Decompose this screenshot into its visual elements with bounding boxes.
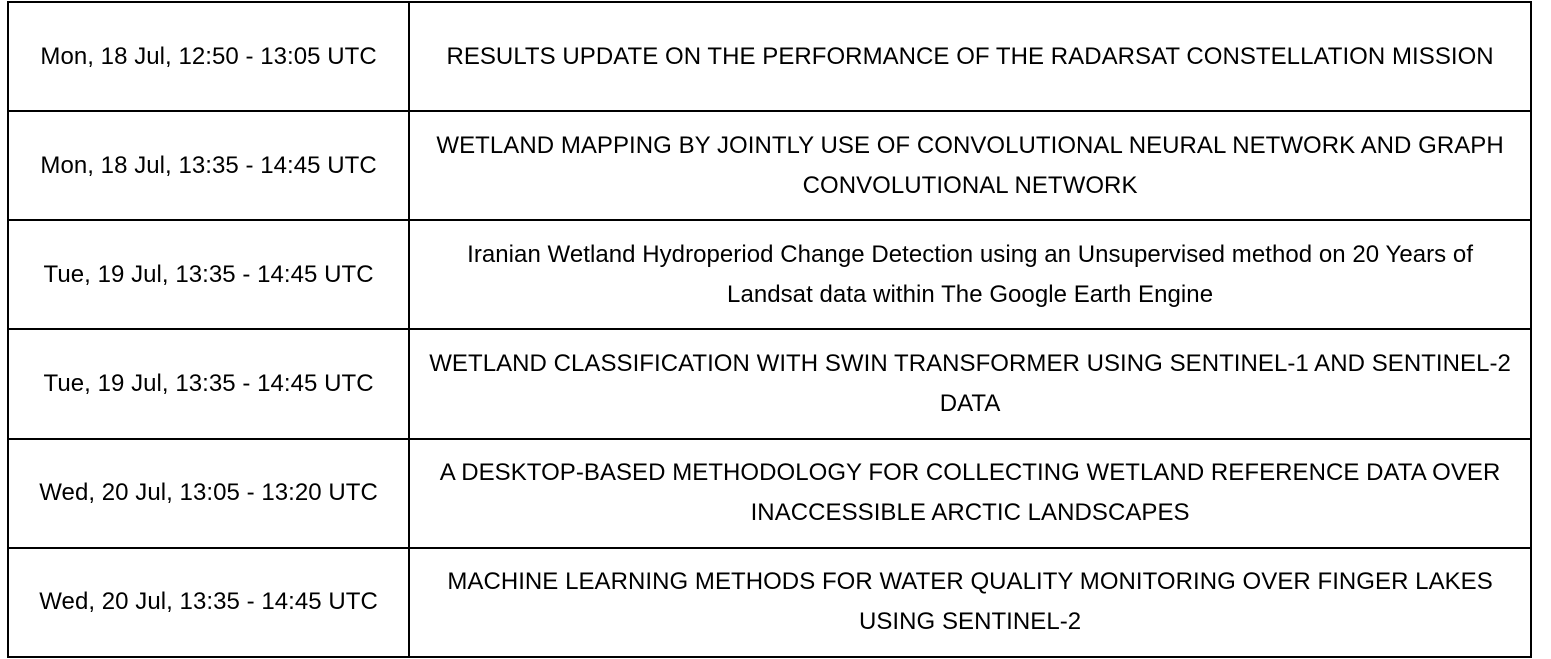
paper-title-cell: WETLAND CLASSIFICATION WITH SWIN TRANSFORMER USING SENTINEL-1 AND SENTINEL-2 DATA <box>409 329 1531 438</box>
session-date-cell: Mon, 18 Jul, 12:50 - 13:05 UTC <box>8 2 409 111</box>
table-row <box>8 2 1531 111</box>
table-row <box>8 220 1531 329</box>
paper-title-cell: A DESKTOP-BASED METHODOLOGY FOR COLLECTING WETLAND REFERENCE DATA OVER INACCESSIBLE ARCTIC LANDSCAPES <box>409 439 1531 548</box>
session-date-cell: Mon, 18 Jul, 13:35 - 14:45 UTC <box>8 111 409 220</box>
paper-title-cell: MACHINE LEARNING METHODS FOR WATER QUALITY MONITORING OVER FINGER LAKES USING SENTINEL-2 <box>409 548 1531 657</box>
table-row <box>8 439 1531 548</box>
schedule-table <box>7 1 1532 658</box>
paper-title-cell: WETLAND MAPPING BY JOINTLY USE OF CONVOLUTIONAL NEURAL NETWORK AND GRAPH CONVOLUTIONAL NETWORK <box>409 111 1531 220</box>
schedule-table-body <box>8 2 1531 657</box>
table-row <box>8 329 1531 438</box>
paper-title-cell: RESULTS UPDATE ON THE PERFORMANCE OF THE RADARSAT CONSTELLATION MISSION <box>409 2 1531 111</box>
table-row <box>8 548 1531 657</box>
session-date-cell: Wed, 20 Jul, 13:05 - 13:20 UTC <box>8 439 409 548</box>
table-row <box>8 111 1531 220</box>
session-date-cell: Wed, 20 Jul, 13:35 - 14:45 UTC <box>8 548 409 657</box>
session-date-cell: Tue, 19 Jul, 13:35 - 14:45 UTC <box>8 329 409 438</box>
session-date-cell: Tue, 19 Jul, 13:35 - 14:45 UTC <box>8 220 409 329</box>
paper-title-cell: Iranian Wetland Hydroperiod Change Detection using an Unsupervised method on 20 Years of Landsat data within The Google Earth Engine <box>409 220 1531 329</box>
